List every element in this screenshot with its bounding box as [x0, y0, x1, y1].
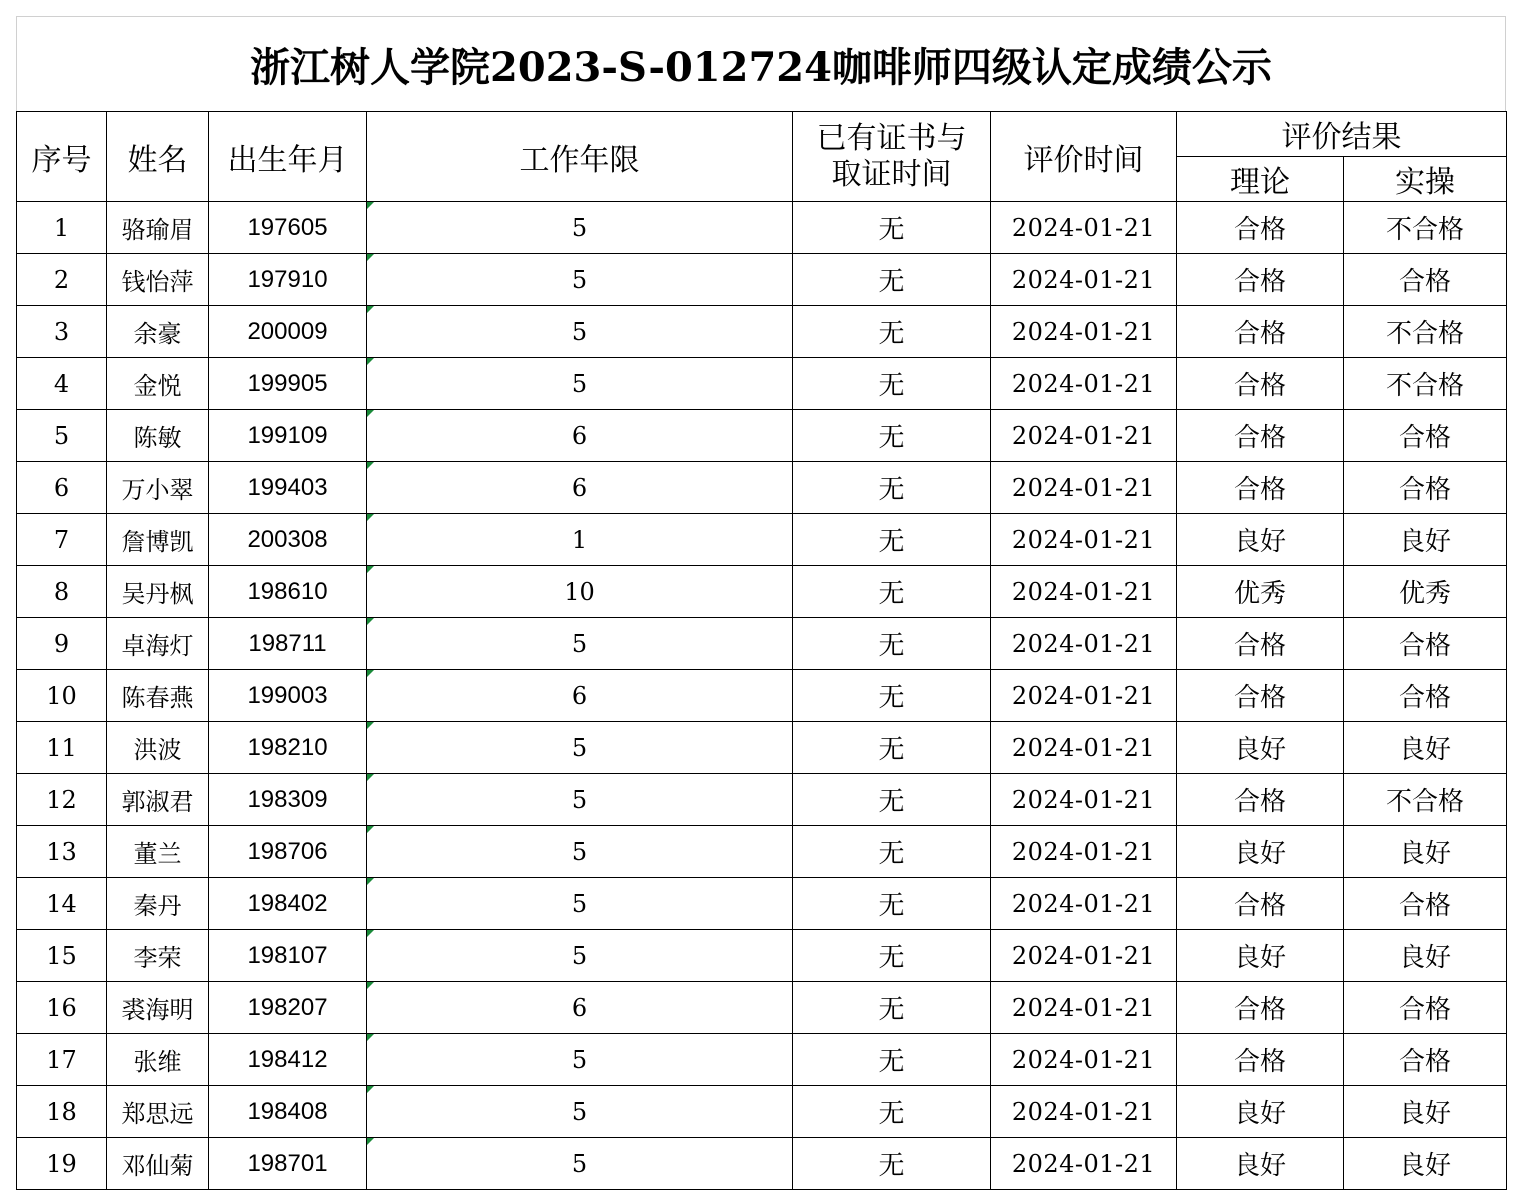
table-row[interactable] [17, 930, 1507, 982]
cell-years[interactable]: 10 [367, 566, 793, 618]
cell-seq[interactable]: 5 [17, 410, 107, 462]
cell-date[interactable]: 2024-01-21 [991, 254, 1177, 306]
cell-years[interactable]: 5 [367, 774, 793, 826]
cell-practice[interactable]: 合格 [1344, 670, 1507, 722]
cell-seq[interactable]: 8 [17, 566, 107, 618]
cell-name[interactable]: 郑思远 [107, 1086, 209, 1138]
cell-practice[interactable]: 良好 [1344, 1138, 1507, 1190]
cell-name[interactable]: 金悦 [107, 358, 209, 410]
cell-name[interactable]: 裘海明 [107, 982, 209, 1034]
cell-birth[interactable]: 199403 [209, 462, 367, 514]
cell-years[interactable]: 6 [367, 462, 793, 514]
cell-name[interactable]: 卓海灯 [107, 618, 209, 670]
cell-date[interactable]: 2024-01-21 [991, 358, 1177, 410]
cell-years[interactable]: 5 [367, 722, 793, 774]
header-cert-line2: 取证时间 [831, 156, 952, 192]
table-row[interactable] [17, 254, 1507, 306]
cell-practice[interactable]: 合格 [1344, 410, 1507, 462]
table-row[interactable] [17, 1034, 1507, 1086]
cell-years[interactable]: 5 [367, 254, 793, 306]
cell-birth[interactable]: 200308 [209, 514, 367, 566]
cell-name[interactable]: 洪波 [107, 722, 209, 774]
cell-seq[interactable]: 2 [17, 254, 107, 306]
header-birth[interactable]: 出生年月 [209, 112, 367, 202]
cell-practice[interactable]: 良好 [1344, 930, 1507, 982]
cell-practice[interactable]: 合格 [1344, 1034, 1507, 1086]
cell-birth[interactable]: 199905 [209, 358, 367, 410]
cell-practice[interactable]: 合格 [1344, 618, 1507, 670]
table-row[interactable] [17, 514, 1507, 566]
cell-name[interactable]: 陈敏 [107, 410, 209, 462]
cell-theory[interactable]: 良好 [1177, 1086, 1344, 1138]
table-row[interactable] [17, 462, 1507, 514]
cell-birth[interactable]: 198412 [209, 1034, 367, 1086]
table-row[interactable] [17, 566, 1507, 618]
cell-name[interactable]: 李荣 [107, 930, 209, 982]
cell-birth[interactable]: 198402 [209, 878, 367, 930]
cell-practice[interactable]: 合格 [1344, 878, 1507, 930]
cell-birth[interactable]: 197605 [209, 202, 367, 254]
cell-cert[interactable]: 无 [793, 462, 991, 514]
cell-seq[interactable]: 11 [17, 722, 107, 774]
cell-seq[interactable]: 4 [17, 358, 107, 410]
cell-years[interactable]: 5 [367, 618, 793, 670]
cell-theory[interactable]: 良好 [1177, 826, 1344, 878]
cell-name[interactable]: 秦丹 [107, 878, 209, 930]
cell-seq[interactable]: 17 [17, 1034, 107, 1086]
cell-practice[interactable]: 良好 [1344, 1086, 1507, 1138]
cell-name[interactable]: 邓仙菊 [107, 1138, 209, 1190]
cell-practice[interactable]: 合格 [1344, 254, 1507, 306]
cell-date[interactable]: 2024-01-21 [991, 410, 1177, 462]
cell-years[interactable]: 5 [367, 1086, 793, 1138]
cell-birth[interactable]: 198210 [209, 722, 367, 774]
cell-theory[interactable]: 合格 [1177, 774, 1344, 826]
cell-seq[interactable]: 3 [17, 306, 107, 358]
cell-theory[interactable]: 良好 [1177, 514, 1344, 566]
header-date[interactable]: 评价时间 [991, 112, 1177, 202]
cell-cert[interactable]: 无 [793, 618, 991, 670]
cell-date[interactable]: 2024-01-21 [991, 462, 1177, 514]
cell-years[interactable]: 5 [367, 878, 793, 930]
cell-cert[interactable]: 无 [793, 514, 991, 566]
cell-cert[interactable]: 无 [793, 826, 991, 878]
table-row[interactable] [17, 306, 1507, 358]
cell-cert[interactable]: 无 [793, 566, 991, 618]
cell-cert[interactable]: 无 [793, 878, 991, 930]
cell-birth[interactable]: 198107 [209, 930, 367, 982]
cell-seq[interactable]: 10 [17, 670, 107, 722]
cell-theory[interactable]: 良好 [1177, 722, 1344, 774]
cell-theory[interactable]: 合格 [1177, 306, 1344, 358]
cell-date[interactable]: 2024-01-21 [991, 202, 1177, 254]
cell-seq[interactable]: 13 [17, 826, 107, 878]
cell-years[interactable]: 5 [367, 1034, 793, 1086]
cell-theory[interactable]: 良好 [1177, 1138, 1344, 1190]
cell-practice[interactable]: 良好 [1344, 514, 1507, 566]
cell-birth[interactable]: 198408 [209, 1086, 367, 1138]
table-row[interactable] [17, 878, 1507, 930]
cell-seq[interactable]: 6 [17, 462, 107, 514]
cell-name[interactable]: 董兰 [107, 826, 209, 878]
table-row[interactable] [17, 1086, 1507, 1138]
cell-birth[interactable]: 200009 [209, 306, 367, 358]
results-sheet [16, 16, 1506, 1190]
cell-date[interactable]: 2024-01-21 [991, 1138, 1177, 1190]
cell-date[interactable]: 2024-01-21 [991, 930, 1177, 982]
results-table [16, 111, 1507, 1190]
cell-cert[interactable]: 无 [793, 1138, 991, 1190]
cell-seq[interactable]: 18 [17, 1086, 107, 1138]
table-row[interactable] [17, 410, 1507, 462]
cell-theory[interactable]: 合格 [1177, 202, 1344, 254]
cell-date[interactable]: 2024-01-21 [991, 566, 1177, 618]
cell-cert[interactable]: 无 [793, 202, 991, 254]
table-row[interactable] [17, 618, 1507, 670]
table-row[interactable] [17, 722, 1507, 774]
page-title: 浙江树人学院2023-S-012724咖啡师四级认定成绩公示 [16, 16, 1506, 111]
cell-years[interactable]: 6 [367, 410, 793, 462]
cell-practice[interactable]: 不合格 [1344, 358, 1507, 410]
cell-years[interactable]: 5 [367, 826, 793, 878]
cell-theory[interactable]: 合格 [1177, 618, 1344, 670]
cell-theory[interactable]: 合格 [1177, 254, 1344, 306]
cell-name[interactable]: 吴丹枫 [107, 566, 209, 618]
header-name[interactable]: 姓名 [107, 112, 209, 202]
cell-seq[interactable]: 7 [17, 514, 107, 566]
cell-years[interactable]: 5 [367, 930, 793, 982]
table-row[interactable] [17, 1138, 1507, 1190]
cell-date[interactable]: 2024-01-21 [991, 774, 1177, 826]
cell-practice[interactable]: 合格 [1344, 982, 1507, 1034]
header-cert[interactable] [793, 112, 991, 202]
cell-cert[interactable]: 无 [793, 930, 991, 982]
cell-birth[interactable]: 198207 [209, 982, 367, 1034]
header-practice[interactable]: 实操 [1344, 157, 1507, 202]
cell-date[interactable]: 2024-01-21 [991, 670, 1177, 722]
header-seq[interactable]: 序号 [17, 112, 107, 202]
cell-seq[interactable]: 19 [17, 1138, 107, 1190]
cell-practice[interactable]: 优秀 [1344, 566, 1507, 618]
table-row[interactable] [17, 982, 1507, 1034]
cell-name[interactable]: 詹博凯 [107, 514, 209, 566]
cell-practice[interactable]: 良好 [1344, 826, 1507, 878]
cell-name[interactable]: 郭淑君 [107, 774, 209, 826]
cell-years[interactable]: 5 [367, 1138, 793, 1190]
cell-practice[interactable]: 合格 [1344, 462, 1507, 514]
cell-practice[interactable]: 不合格 [1344, 774, 1507, 826]
cell-name[interactable]: 陈春燕 [107, 670, 209, 722]
cell-seq[interactable]: 15 [17, 930, 107, 982]
cell-name[interactable]: 钱怡萍 [107, 254, 209, 306]
cell-practice[interactable]: 不合格 [1344, 202, 1507, 254]
cell-birth[interactable]: 198309 [209, 774, 367, 826]
cell-date[interactable]: 2024-01-21 [991, 982, 1177, 1034]
cell-name[interactable]: 张维 [107, 1034, 209, 1086]
cell-date[interactable]: 2024-01-21 [991, 1086, 1177, 1138]
cell-cert[interactable]: 无 [793, 774, 991, 826]
cell-cert[interactable]: 无 [793, 306, 991, 358]
cell-birth[interactable]: 198610 [209, 566, 367, 618]
cell-cert[interactable]: 无 [793, 670, 991, 722]
header-cert-line1: 已有证书与 [816, 120, 967, 156]
cell-years[interactable]: 6 [367, 670, 793, 722]
cell-theory[interactable]: 优秀 [1177, 566, 1344, 618]
cell-cert[interactable]: 无 [793, 1086, 991, 1138]
cell-years[interactable]: 5 [367, 306, 793, 358]
cell-date[interactable]: 2024-01-21 [991, 1034, 1177, 1086]
table-header [17, 112, 1507, 202]
cell-seq[interactable]: 1 [17, 202, 107, 254]
cell-birth[interactable]: 199003 [209, 670, 367, 722]
cell-birth[interactable]: 199109 [209, 410, 367, 462]
cell-date[interactable]: 2024-01-21 [991, 878, 1177, 930]
cell-cert[interactable]: 无 [793, 410, 991, 462]
cell-date[interactable]: 2024-01-21 [991, 722, 1177, 774]
cell-birth[interactable]: 198701 [209, 1138, 367, 1190]
cell-theory[interactable]: 合格 [1177, 410, 1344, 462]
cell-theory[interactable]: 合格 [1177, 878, 1344, 930]
cell-years[interactable]: 1 [367, 514, 793, 566]
cell-birth[interactable]: 197910 [209, 254, 367, 306]
table-row[interactable] [17, 670, 1507, 722]
cell-practice[interactable]: 不合格 [1344, 306, 1507, 358]
cell-theory[interactable]: 合格 [1177, 358, 1344, 410]
cell-name[interactable]: 万小翠 [107, 462, 209, 514]
cell-cert[interactable]: 无 [793, 1034, 991, 1086]
cell-date[interactable]: 2024-01-21 [991, 618, 1177, 670]
cell-theory[interactable]: 合格 [1177, 462, 1344, 514]
cell-birth[interactable]: 198711 [209, 618, 367, 670]
cell-cert[interactable]: 无 [793, 254, 991, 306]
table-row[interactable] [17, 202, 1507, 254]
table-row[interactable] [17, 774, 1507, 826]
cell-years[interactable]: 6 [367, 982, 793, 1034]
table-row[interactable] [17, 358, 1507, 410]
table-body [17, 202, 1507, 1190]
cell-date[interactable]: 2024-01-21 [991, 826, 1177, 878]
header-theory[interactable]: 理论 [1177, 157, 1344, 202]
cell-seq[interactable]: 12 [17, 774, 107, 826]
table-row[interactable] [17, 826, 1507, 878]
cell-name[interactable]: 余豪 [107, 306, 209, 358]
cell-years[interactable]: 5 [367, 202, 793, 254]
header-result[interactable]: 评价结果 [1177, 112, 1507, 157]
cell-theory[interactable]: 良好 [1177, 930, 1344, 982]
cell-name[interactable]: 骆瑜眉 [107, 202, 209, 254]
cell-cert[interactable]: 无 [793, 358, 991, 410]
cell-theory[interactable]: 合格 [1177, 670, 1344, 722]
cell-cert[interactable]: 无 [793, 982, 991, 1034]
cell-theory[interactable]: 合格 [1177, 982, 1344, 1034]
cell-practice[interactable]: 良好 [1344, 722, 1507, 774]
cell-date[interactable]: 2024-01-21 [991, 306, 1177, 358]
cell-years[interactable]: 5 [367, 358, 793, 410]
cell-seq[interactable]: 16 [17, 982, 107, 1034]
header-years[interactable]: 工作年限 [367, 112, 793, 202]
cell-theory[interactable]: 合格 [1177, 1034, 1344, 1086]
cell-date[interactable]: 2024-01-21 [991, 514, 1177, 566]
cell-seq[interactable]: 9 [17, 618, 107, 670]
cell-seq[interactable]: 14 [17, 878, 107, 930]
cell-cert[interactable]: 无 [793, 722, 991, 774]
cell-birth[interactable]: 198706 [209, 826, 367, 878]
